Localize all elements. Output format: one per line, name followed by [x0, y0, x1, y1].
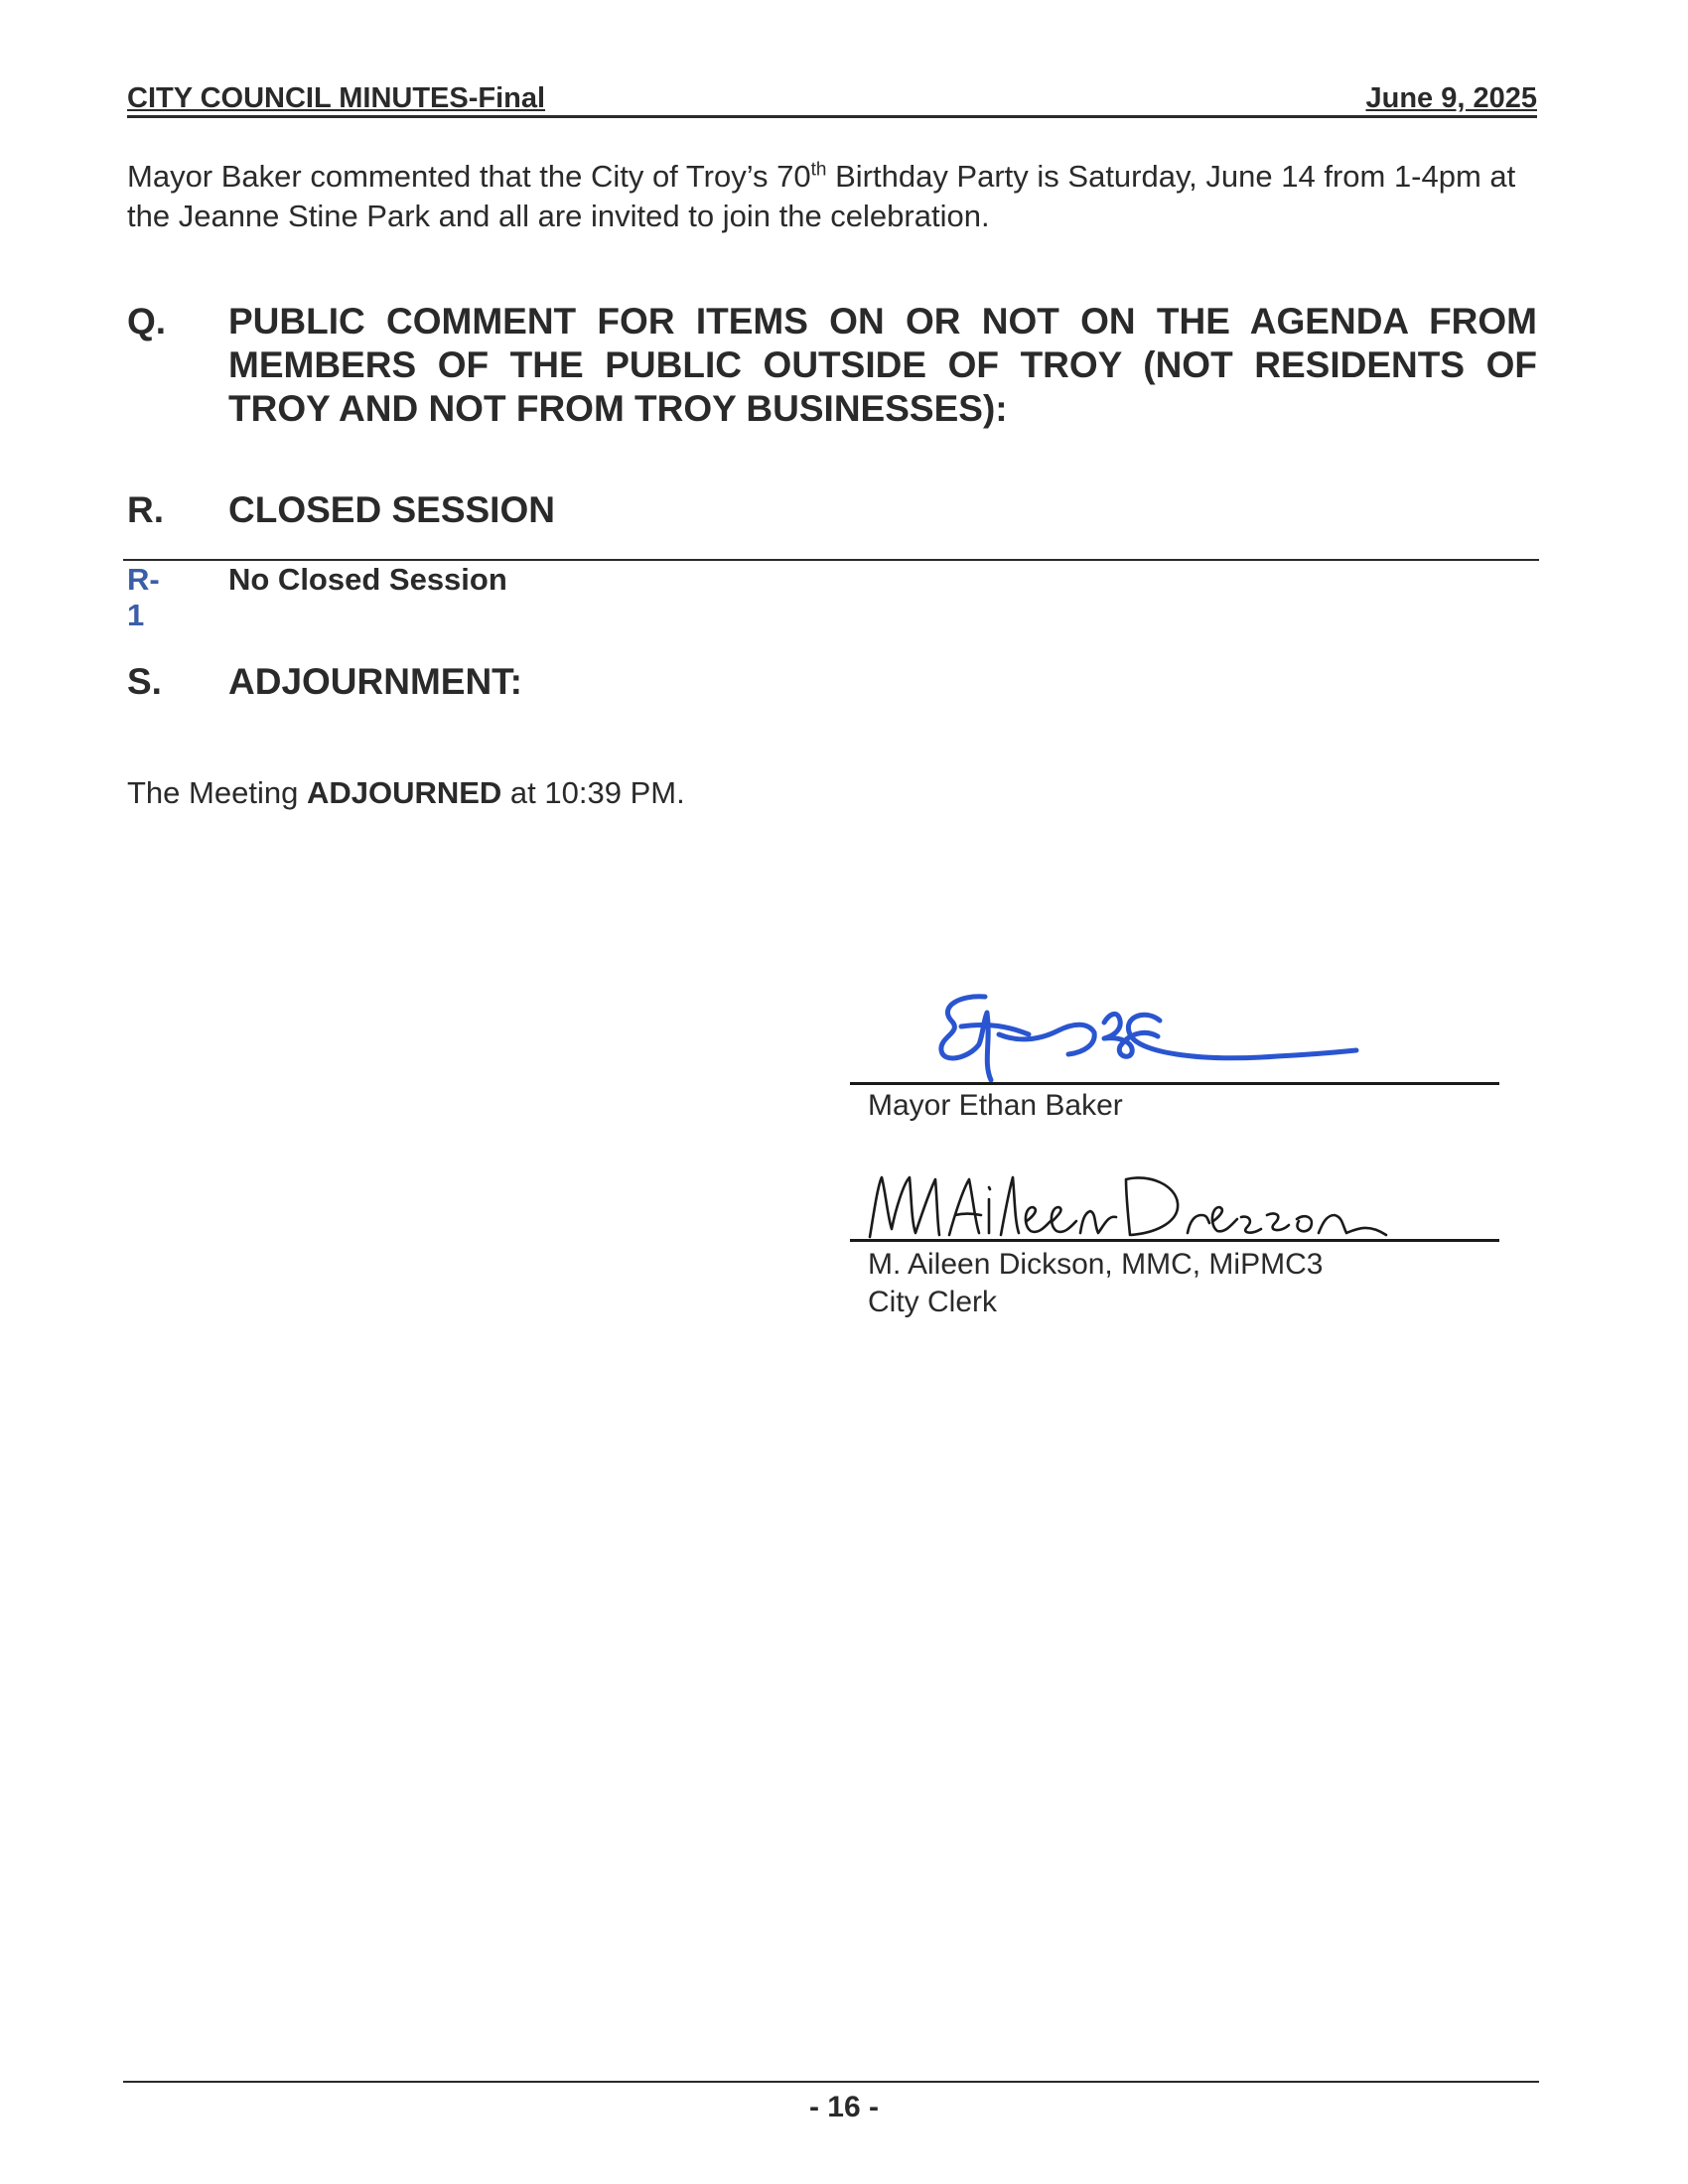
section-divider — [123, 559, 1539, 561]
section-r-letter: R. — [127, 489, 164, 530]
birthday-paragraph — [127, 157, 1537, 236]
section-r-title: CLOSED SESSION — [228, 489, 555, 530]
footer-rule — [123, 2081, 1539, 2083]
clerk-signature-line — [850, 1239, 1499, 1242]
adjournment-statement — [127, 775, 685, 811]
mayor-signature — [900, 983, 1396, 1086]
item-r1-label: No Closed Session — [228, 562, 507, 597]
clerk-signature — [860, 1163, 1456, 1243]
paragraph-text-end: Birthday Party is Saturday, June 14 from 1-4pm at the Jeanne Stine Park and all are invited to join the celebration. — [127, 159, 1516, 233]
clerk-name: M. Aileen Dickson, MMC, MiPMC3 — [868, 1248, 1324, 1281]
header-date: June 9, 2025 — [1365, 82, 1537, 114]
clerk-title: City Clerk — [868, 1286, 998, 1318]
ordinal-suffix: th — [810, 159, 827, 181]
adjournment-keyword: ADJOURNED — [306, 775, 502, 810]
adjournment-suffix: at 10:39 PM. — [501, 775, 685, 810]
item-r1-code: R-1 — [127, 562, 160, 632]
header-title: CITY COUNCIL MINUTES-Final — [127, 82, 546, 114]
clerk-signature-block — [850, 1163, 1499, 1322]
mayor-signature-block — [850, 983, 1499, 1122]
section-q-title: PUBLIC COMMENT FOR ITEMS ON OR NOT ON THE AGENDA FROM MEMBERS OF THE PUBLIC OUTSIDE OF TROY (NOT RESIDENTS OF TROY AND NOT FROM TROY BUSINESSES): — [228, 301, 1537, 429]
mayor-signature-line — [850, 1082, 1499, 1085]
section-s-letter: S. — [127, 661, 162, 702]
section-q-letter: Q. — [127, 301, 167, 341]
adjournment-prefix: The Meeting — [127, 775, 307, 810]
paragraph-text-start: Mayor Baker commented that the City of Troy’s 70 — [127, 159, 811, 194]
mayor-name: Mayor Ethan Baker — [868, 1089, 1123, 1122]
page-number: - 16 - — [808, 2091, 880, 2123]
section-s-title: ADJOURNMENT: — [228, 661, 522, 702]
page-header — [127, 79, 1537, 118]
